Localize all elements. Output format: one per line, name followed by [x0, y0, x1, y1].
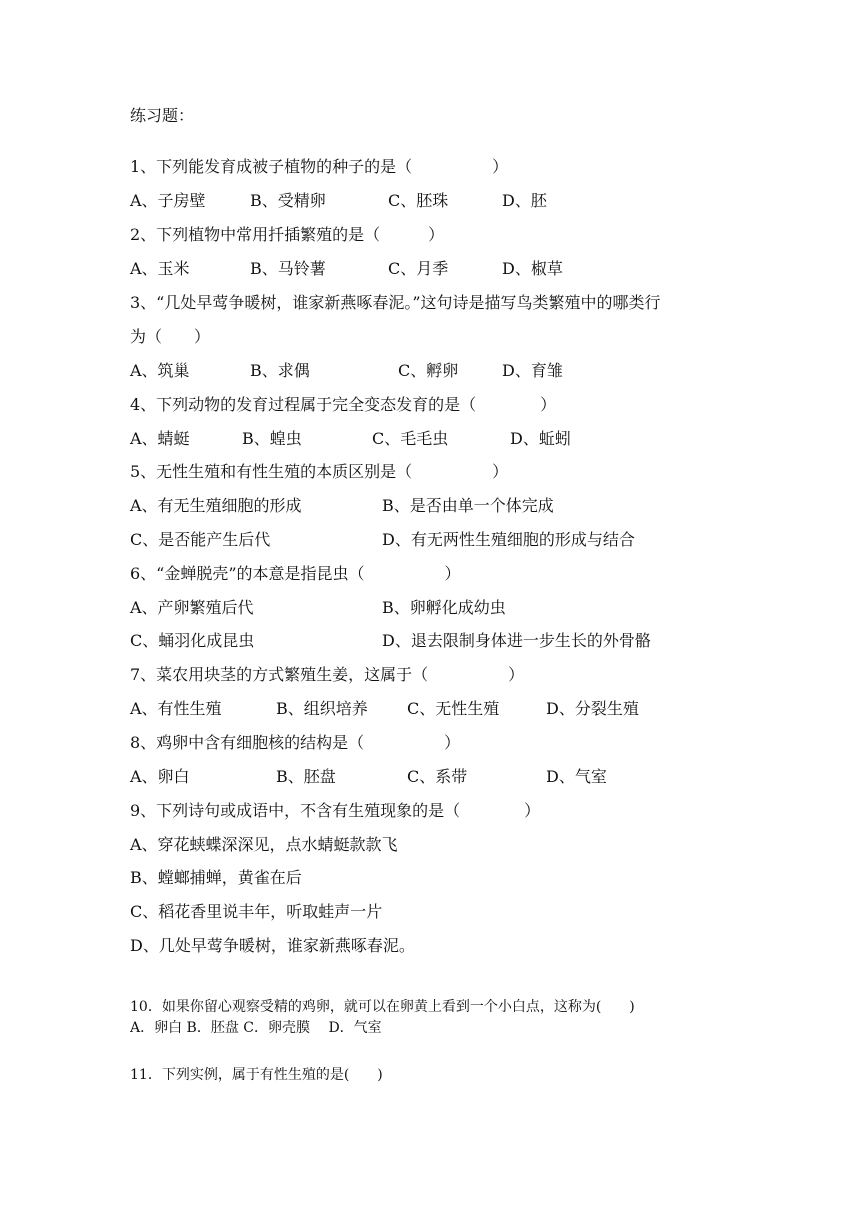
- question-3-option-d: D、育雏: [502, 361, 563, 380]
- question-4-option-a: A、蜻蜓: [130, 429, 190, 448]
- question-5-option-d: D、有无两性生殖细胞的形成与结合: [382, 530, 635, 549]
- question-9-option-c: C、稻花香里说丰年，听取蛙声一片: [130, 902, 383, 921]
- question-9-option-a: A、穿花蛱蝶深深见，点水蜻蜓款款飞: [130, 835, 398, 854]
- question-6-option-c: C、蛹羽化成昆虫: [130, 631, 255, 650]
- question-4-stem: 4、下列动物的发育过程属于完全变态发育的是（ ）: [130, 395, 557, 414]
- question-10-stem: 10．如果你留心观察受精的鸡卵，就可以在卵黄上看到一个小白点，这称为( ): [130, 999, 635, 1015]
- question-1-option-b: B、受精卵: [250, 191, 326, 210]
- question-9-option-b: B、螳螂捕蝉，黄雀在后: [130, 868, 302, 887]
- question-5-stem: 5、无性生殖和有性生殖的本质区别是（ ）: [130, 462, 509, 481]
- question-7-option-c: C、无性生殖: [407, 699, 500, 718]
- question-7-option-a: A、有性生殖: [130, 699, 222, 718]
- page-title: 练习题：: [130, 106, 195, 125]
- question-9-option-d: D、几处早莺争暖树，谁家新燕啄春泥。: [130, 936, 415, 955]
- question-3-option-b: B、求偶: [250, 361, 310, 380]
- question-7-option-d: D、分裂生殖: [546, 699, 639, 718]
- question-11-stem: 11．下列实例，属于有性生殖的是( ): [130, 1067, 383, 1083]
- question-4-option-d: D、蚯蚓: [510, 429, 571, 448]
- question-3-stem-line-2: 为（ ）: [130, 327, 211, 346]
- question-10-options: A．卵白 B．胚盘 C．卵壳膜 D．气室: [130, 1020, 382, 1036]
- question-1-option-d: D、胚: [502, 191, 547, 210]
- question-7-stem: 7、菜农用块茎的方式繁殖生姜，这属于（ ）: [130, 665, 525, 684]
- question-9-stem: 9、下列诗句或成语中，不含有生殖现象的是（ ）: [130, 801, 541, 820]
- question-8-option-d: D、气室: [546, 767, 607, 786]
- question-2-option-b: B、马铃薯: [250, 259, 326, 278]
- question-2-option-a: A、玉米: [130, 259, 190, 278]
- question-5-option-a: A、有无生殖细胞的形成: [130, 496, 302, 515]
- question-7-option-b: B、组织培养: [276, 699, 368, 718]
- question-3-stem-line-1: 3、“几处早莺争暖树，谁家新燕啄春泥。”这句诗是描写鸟类繁殖中的哪类行: [130, 293, 661, 312]
- question-8-option-b: B、胚盘: [276, 767, 336, 786]
- question-3-option-c: C、孵卵: [398, 361, 459, 380]
- question-6-option-a: A、产卵繁殖后代: [130, 598, 254, 617]
- question-6-option-d: D、退去限制身体进一步生长的外骨骼: [382, 631, 651, 650]
- question-6-stem: 6、“金蝉脱壳”的本意是指昆虫（ ）: [130, 564, 461, 583]
- question-2-option-c: C、月季: [388, 259, 449, 278]
- question-1-option-a: A、子房壁: [130, 191, 206, 210]
- question-1-stem: 1、下列能发育成被子植物的种子的是（ ）: [130, 157, 509, 176]
- question-4-option-b: B、蝗虫: [242, 429, 302, 448]
- question-8-option-a: A、卵白: [130, 767, 190, 786]
- question-4-option-c: C、毛毛虫: [372, 429, 449, 448]
- question-6-option-b: B、卵孵化成幼虫: [382, 598, 506, 617]
- question-2-stem: 2、下列植物中常用扦插繁殖的是（ ）: [130, 225, 445, 244]
- question-5-option-c: C、是否能产生后代: [130, 530, 271, 549]
- question-8-option-c: C、系带: [407, 767, 468, 786]
- question-2-option-d: D、椒草: [502, 259, 563, 278]
- question-3-option-a: A、筑巢: [130, 361, 190, 380]
- question-1-option-c: C、胚珠: [388, 191, 449, 210]
- question-8-stem: 8、鸡卵中含有细胞核的结构是（ ）: [130, 733, 461, 752]
- question-5-option-b: B、是否由单一个体完成: [382, 496, 554, 515]
